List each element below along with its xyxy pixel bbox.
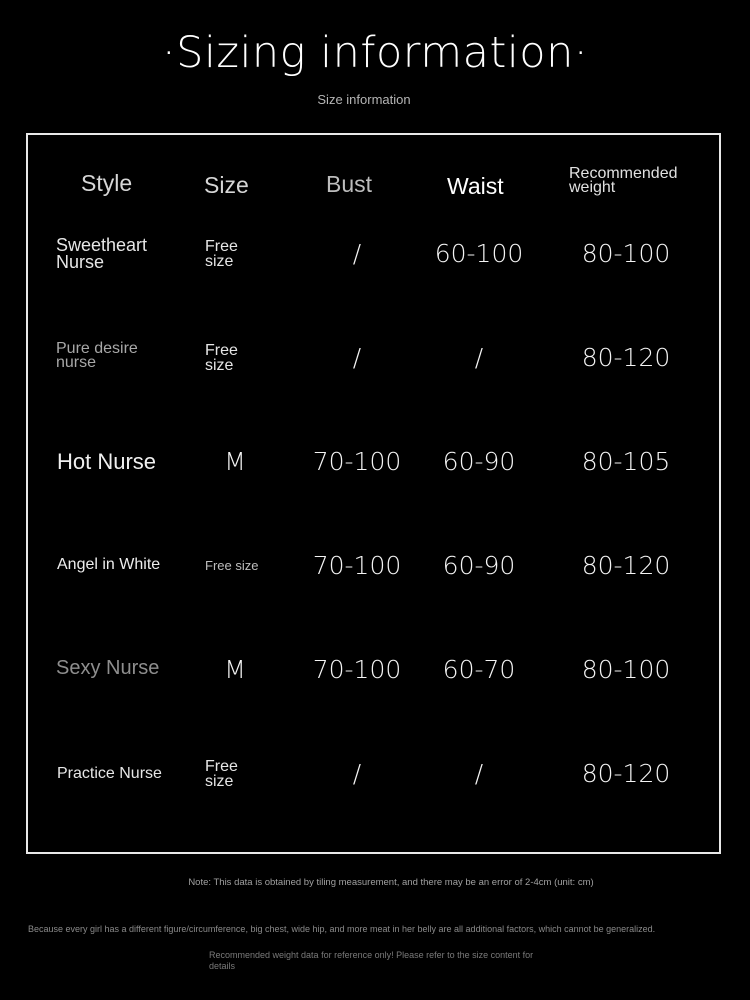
- figure-note: Because every girl has a different figure/circumference, big chest, wide hip, and more meat in her belly are all additional factors, which cannot be generalized.: [28, 924, 656, 934]
- row-3-weight: 80-105: [581, 447, 671, 476]
- row-5-weight: 80-100: [581, 655, 671, 684]
- row-1-size: Free size: [205, 238, 238, 270]
- row-4-size: Free size: [205, 558, 259, 573]
- header-style: Style: [81, 170, 133, 196]
- measurement-note: Note: This data is obtained by tiling measurement, and there may be an error of 2-4cm (unit: cm): [188, 877, 594, 888]
- row-4-bust: 70-100: [312, 551, 402, 580]
- row-1-waist: 60-100: [434, 239, 524, 268]
- size-table: [26, 133, 721, 854]
- row-4-style: Angel in White: [57, 556, 161, 573]
- row-4-waist: 60-90: [442, 551, 516, 580]
- row-5-waist: 60-70: [442, 655, 516, 684]
- page-subtitle: Size information: [317, 92, 411, 107]
- row-1-style: Sweetheart Nurse: [56, 235, 148, 272]
- row-3-waist: 60-90: [442, 447, 516, 476]
- row-3-size: M: [224, 447, 246, 476]
- row-6-style: Practice Nurse: [57, 765, 162, 782]
- row-3-bust: 70-100: [312, 447, 402, 476]
- row-6-waist: /: [474, 759, 484, 788]
- row-2-bust: /: [352, 343, 362, 372]
- row-6-weight: 80-120: [581, 759, 671, 788]
- row-6-bust: /: [352, 759, 362, 788]
- header-size: Size: [204, 172, 249, 198]
- reference-note: Recommended weight data for reference only! Please refer to the size content for details: [209, 950, 534, 971]
- page-title: ·Sizing information·: [162, 28, 588, 78]
- header-recommended-weight: Recommended weight: [569, 165, 678, 196]
- row-3-style: Hot Nurse: [57, 449, 157, 474]
- row-5-size: M: [224, 655, 246, 684]
- row-2-size: Free size: [205, 342, 238, 374]
- row-6-size: Free size: [205, 758, 238, 790]
- row-4-weight: 80-120: [581, 551, 671, 580]
- header-bust: Bust: [326, 171, 373, 197]
- row-2-waist: /: [474, 343, 484, 372]
- row-1-weight: 80-100: [581, 239, 671, 268]
- row-1-bust: /: [352, 239, 362, 268]
- header-waist: Waist: [447, 173, 504, 199]
- row-2-style: Pure desire nurse: [56, 340, 138, 371]
- row-5-bust: 70-100: [312, 655, 402, 684]
- row-5-style: Sexy Nurse: [56, 657, 160, 679]
- row-2-weight: 80-120: [581, 343, 671, 372]
